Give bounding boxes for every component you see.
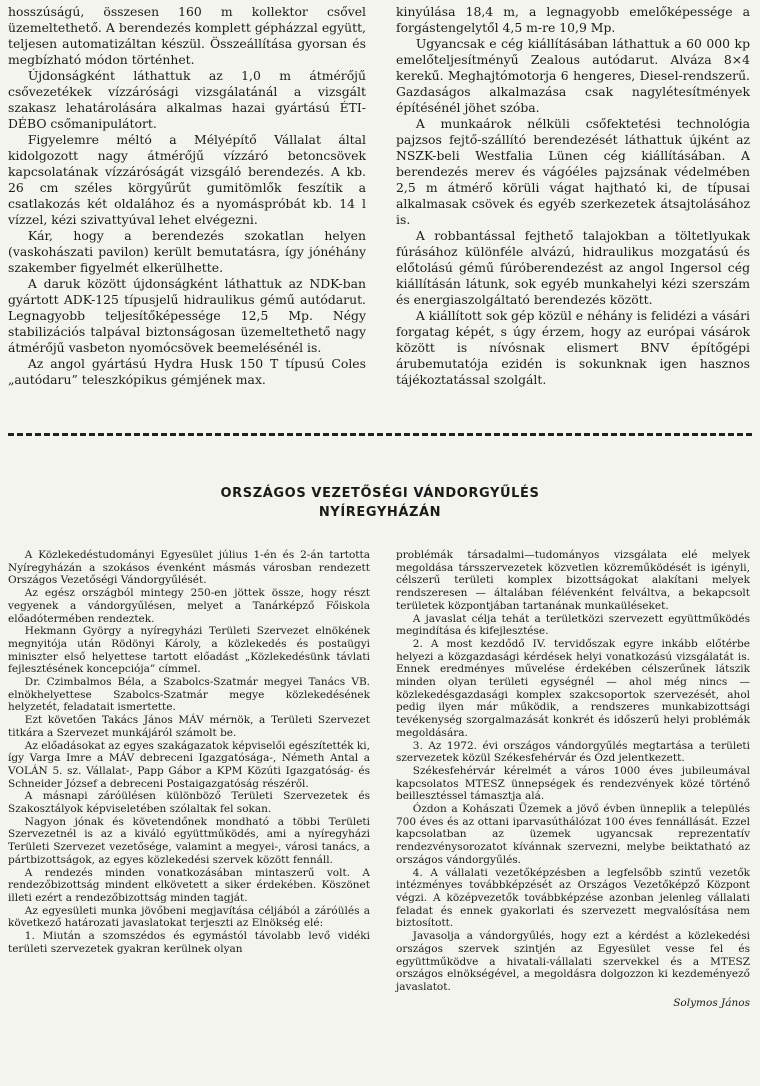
- paragraph: problémák társadalmi—tudományos vizsgálata elé melyek megoldása társszervezetek közvetlen közreműködését is igényli, célszerű területi komplex bizottságokat alakítani melyek rendszeresen — általában félévenként felváltva, a bekapcsolt területek központjában tartanának munkaüléseket.: [396, 549, 750, 612]
- paragraph: A daruk között újdonságként láthattuk az NDK-ban gyártott ADK-125 típusjelű hidraulikus gémű autódarut. Legnagyobb teljesítőképessége 12,5 Mp. Négy stabilizációs talpával biztonságosan üzemeltethető nagy átmérőjű vasbeton nyomócsövek beemelésénél is.: [8, 276, 366, 355]
- paragraph: Nagyon jónak és követendőnek mondható a többi Területi Szervezetnél is az a kiváló együttműködés, ami a nyíregyházi Területi Szervezet vezetősége, valamint a megyei-, városi tanács, a pártbizottságok, az egyes közlekedési szervek között fennáll.: [8, 815, 370, 866]
- paragraph: Figyelemre méltó a Mélyépítő Vállalat által kidolgozott nagy átmérőjű vízzáró betoncsövek kapcsolatának vízzáróságát vizsgáló berendezés. A kb. 26 cm széles körgyűrűt gumitömlők feszítik a csatlakozás két oldalához és a nyomáspróbát kb. 14 l vízzel, kézi szivattyúval lehet elvégezni.: [8, 132, 366, 227]
- paragraph: Székesfehérvár kérelmét a város 1000 éves jubileumával kapcsolatos MTESZ ünnepségek és rendezvények közé történő beillesztéssel támasztja alá.: [396, 764, 750, 803]
- paragraph: A kiállított sok gép közül e néhány is felidézi a vásári forgatag képét, s úgy érzem, hogy az európai vásárok között is nívósnak elismert BNV építőgépi árubemutatója ezidén is sokunknak igen hasznos tájékoztatással szolgált.: [396, 308, 750, 387]
- paragraph: A munkaárok nélküli csőfektetési technológia pajzsos fejtő-szállító berendezését láthattuk újként az NSZK-beli Westfalia Lünen cég kiállításában. A berendezés merev és vágóéles pajzsának védelmében 2,5 m átmérő körüli vágat hajtható ki, de típusai alkalmasak csövek és egyéb szerkezetek átsajtolásához is.: [396, 116, 750, 227]
- paragraph: Az egész országból mintegy 250-en jöttek össze, hogy részt vegyenek a vándorgyűlésen, melyet a Tanárképző Főiskola előadótermében rendeztek.: [8, 587, 370, 625]
- paragraph: Hekmann György a nyíregyházi Területi Szervezet elnökének megnyitója után Rödönyi Károly, a közlekedés és postaügyi miniszter első helyettese tartott előadást „Közlekedésünk távlati fejlesztésének koncepciója” címmel.: [8, 625, 370, 676]
- headline-line-2: NYÍREGYHÁZÁN: [318, 505, 442, 520]
- paragraph: A másnapi záróülésen különböző Területi Szervezetek és Szakosztályok képviseletében szólaltak fel sokan.: [8, 790, 370, 816]
- article-top-right-column: [396, 4, 750, 388]
- article-bottom-right-column: [396, 549, 750, 1009]
- article-top-left-column: [8, 4, 366, 388]
- paragraph: Ugyancsak e cég kiállításában láthattuk a 60 000 kp emelőteljesítményű Zealous autódarut. Alváza 8×4 kerekű. Meghajtómotorja 6 hengeres, Diesel-rendszerű. Gazdaságos alkalmazása csak nagylétesítmények építésénél jöhet szóba.: [396, 36, 750, 115]
- paragraph: 4. A vállalati vezetőképzésben a legfelsőbb szintű vezetők intézményes továbbképzését az Országos Vezetőképző Központ végzi. A középvezetők továbbképzése azonban jelenleg vállalati feladat és ennek gyakorlati és szervezett megvalósítása nem biztosított.: [396, 866, 750, 930]
- paragraph: Dr. Czimbalmos Béla, a Szabolcs-Szatmár megyei Tanács VB. elnökhelyettese Szabolcs-Szatmár megye közlekedésének helyzetét, feladatait ismertette.: [8, 676, 370, 714]
- paragraph: 3. Az 1972. évi országos vándorgyűlés megtartása a területi szervezetek közül Székesfehérvár és Ózd jelentkezett.: [396, 739, 750, 765]
- headline-line-1: ORSZÁGOS VEZETŐSÉGI VÁNDORGYŰLÉS: [220, 486, 540, 501]
- article-bottom-left-column: [8, 549, 370, 956]
- paragraph: 2. A most kezdődő IV. tervidőszak egyre inkább előtérbe helyezi a közgazdasági kérdések helyi vonatkozású vizsgálatát is. Ennek eredményes művelése érdekében célszerűnek látszik minden olyan területi egységnél — ahol még nincs — közlekedésgazdasági komplex szakcsoportok szervezését, ahol pedig ilyen már működik, a rendszeres munkabizottsági tevékenység szorgalmazását konkrét és időszerű helyi problémák megoldására.: [396, 637, 750, 739]
- author-signature: Solymos János: [673, 996, 750, 1009]
- paragraph: Javasolja a vándorgyűlés, hogy ezt a kérdést a közlekedési országos szervek szintjén az Egyesület vesse fel és együttműködve a hivatali-vállalati szervekkel és a MTESZ országos elnökségével, a megoldásra dolgozzon ki kezdeményező javaslatot.: [396, 930, 750, 993]
- paragraph: Ezt követően Takács János MÁV mérnök, a Területi Szervezet titkára a Szervezet munkájáról számolt be.: [8, 714, 370, 739]
- paragraph: A javaslat célja tehát a területközi szervezett együttműködés megindítása és kifejlesztése.: [396, 612, 750, 638]
- paragraph: A Közlekedéstudományi Egyesület július 1-én és 2-án tartotta Nyíregyházán a szokásos évenként másmás városban rendezett Országos Vezetőségi Vándorgyűlését.: [8, 549, 370, 587]
- paragraph: Az előadásokat az egyes szakágazatok képviselői egészítették ki, így Varga Imre a MÁV debreceni Igazgatósága-, Németh Antal a VOLÁN 5. sz. Vállalat-, Papp Gábor a KPM Közúti Igazgatóság- és Schneider József a debreceni Postaigazgatóság részéről.: [8, 739, 370, 790]
- paragraph: Kár, hogy a berendezés szokatlan helyen (vaskohászati pavilon) került bemutatásra, így jónéhány szakember figyelmét elkerülhette.: [8, 228, 366, 275]
- paragraph: Újdonságként láthattuk az 1,0 m átmérőjű csővezetékek vízzárósági vizsgálatánál a vizsgált szakasz lehatárolására alkalmas hazai gyártású ÉTI-DÉBO csőmanipulátort.: [8, 68, 366, 131]
- paragraph: Ózdon a Kohászati Üzemek a jövő évben ünneplik a település 700 éves és az ottani iparvasúthálózat 100 éves fennállását. Ezzel kapcsolatban az üzemek ugyancsak reprezentatív rendezvénysorozatot kívánnak szervezni, melybe beiktatható az országos vándorgyűlés.: [396, 803, 750, 866]
- section-divider: [8, 433, 752, 436]
- paragraph: A robbantással fejthető talajokban a töltetlyukak fúrásához különféle alvázú, hidraulikus mozgatású és előtolású gémű fúróberendezést az angol Ingersol cég kiállításán látunk, sok egyéb munkahelyi kézi szerszám és energiaszolgáltató berendezés között.: [396, 228, 750, 307]
- paragraph: 1. Miután a szomszédos és egymástól távolabb levő vidéki területi szervezetek gyakran kerülnek olyan: [8, 930, 370, 955]
- paragraph: Az egyesületi munka jövőbeni megjavítása céljából a záróülés a következő határozati javaslatokat terjeszti az Elnökség elé:: [8, 904, 370, 930]
- paragraph: hosszúságú, összesen 160 m kollektor csővel üzemeltethető. A berendezés komplett gépházzal együtt, teljesen automatizáltan készül. Összeállítása gyorsan és megbízható módon történhet.: [8, 4, 366, 67]
- paragraph: kinyúlása 18,4 m, a legnagyobb emelőképessége a forgástengelytől 4,5 m-re 10,9 Mp.: [396, 4, 750, 35]
- paragraph: Az angol gyártású Hydra Husk 150 T típusú Coles „autódaru” teleszkópikus gémjének max.: [8, 356, 366, 387]
- paragraph: A rendezés minden vonatkozásában mintaszerű volt. A rendezőbizottság mindent elkövetett a siker érdekében. Köszönet illeti ezért a rendezőbizottság minden tagját.: [8, 866, 370, 904]
